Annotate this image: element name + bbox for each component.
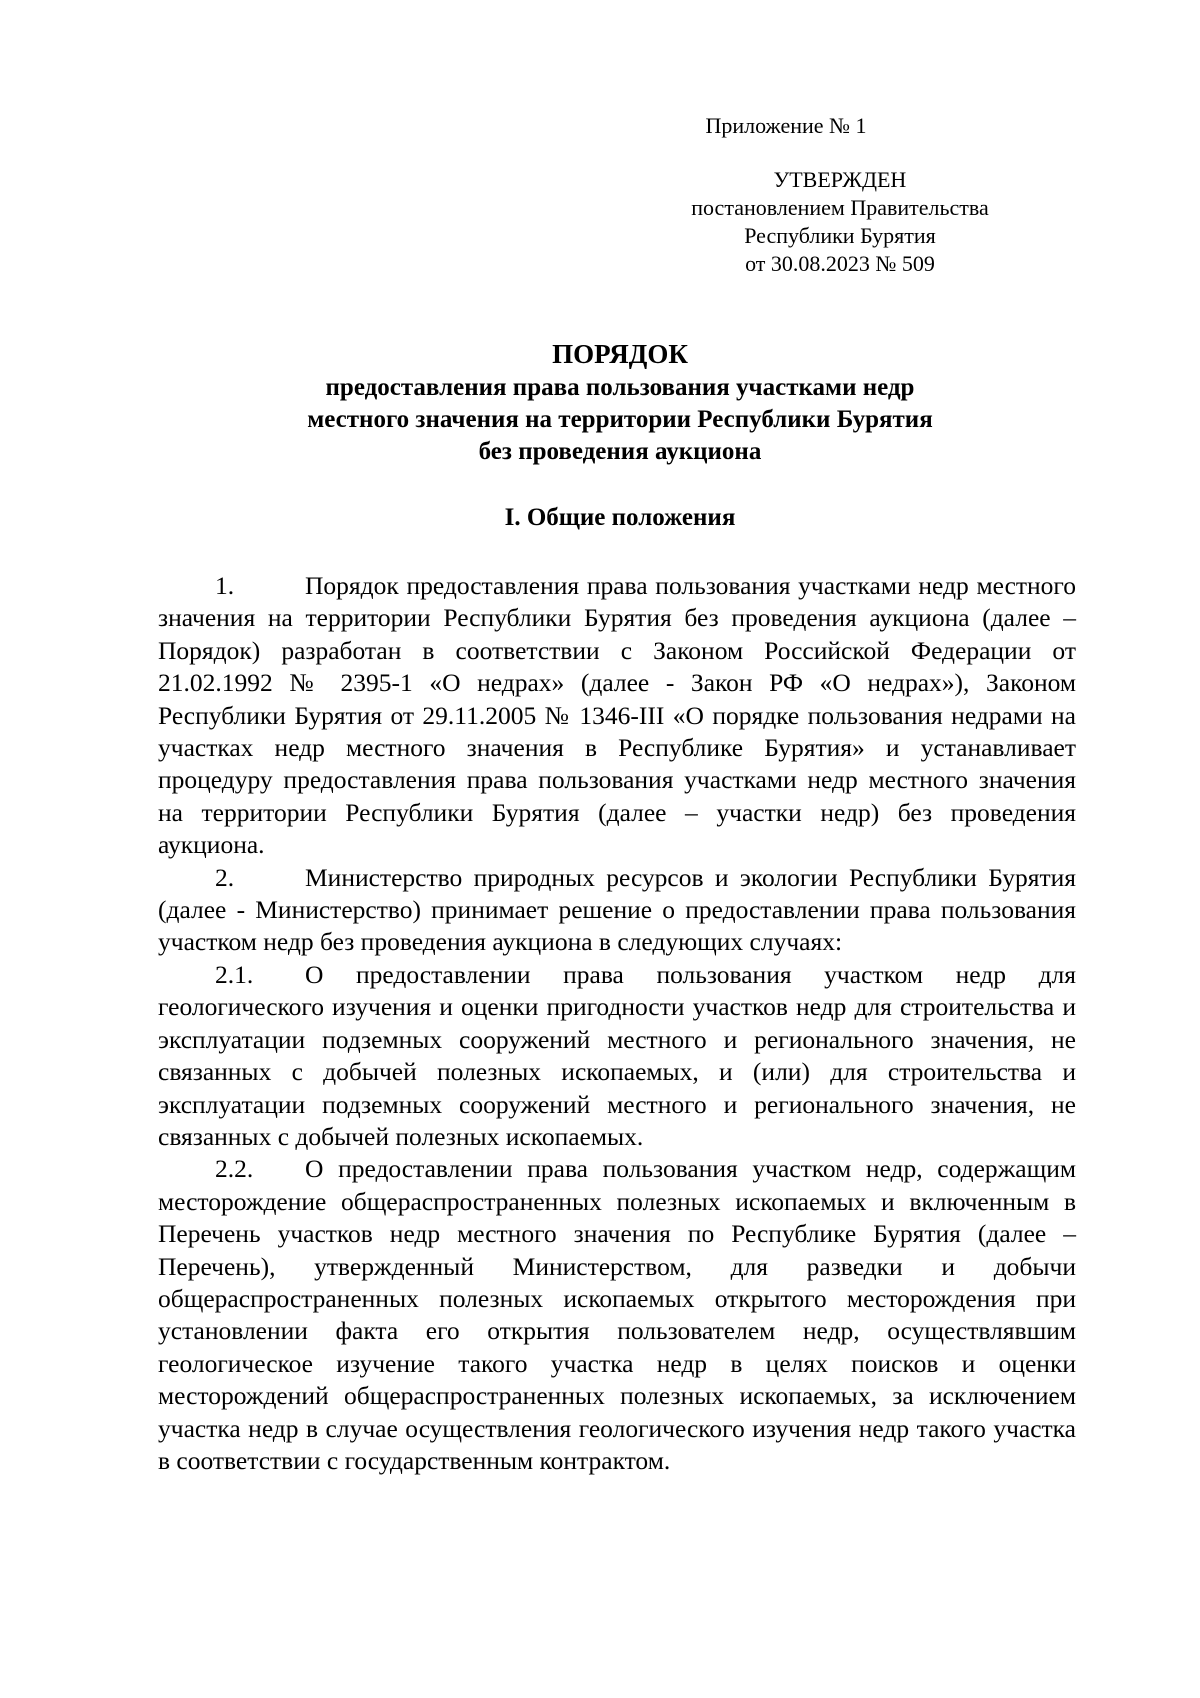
approved-label: УТВЕРЖДЕН <box>773 167 907 192</box>
paragraph <box>158 862 1076 959</box>
paragraph-text: О предоставлении права пользования участком недр, содержащим месторождение общераспространенных полезных ископаемых и включенным в Перечень участков недр местного значения по Республике Бурятия (далее – Перечень), утвержденный Министерством, для разведки и добычи общераспространенных полезных ископаемых открытого месторождения при установлении факта его открытия пользователем недр, осуществлявшим геологическое изучение такого участка недр в целях поисков и оценки месторождений общераспространенных полезных ископаемых, за исключением участка недр в случае осуществления геологического изучения недр такого участка в соответствии с государственным контрактом. <box>158 1154 1076 1475</box>
approved-by-line1: постановлением Правительства <box>691 195 989 220</box>
section-heading: I. Общие положения <box>504 504 736 531</box>
title-line-3: без проведения аукциона <box>478 438 762 465</box>
annex-number: Приложение № 1 <box>705 113 867 138</box>
paragraph <box>158 570 1076 862</box>
title-line-1: предоставления права пользования участками недр <box>325 374 915 401</box>
paragraph-text: О предоставлении права пользования участком недр для геологического изучения и оценки пригодности участков недр для строительства и эксплуатации подземных сооружений местного и регионального значения, не связанных с добычей полезных ископаемых, и (или) для строительства и эксплуатации подземных сооружений местного и регионального значения, не связанных с добычей полезных ископаемых. <box>158 959 1076 1151</box>
paragraph-number: 2.1. <box>215 959 254 989</box>
title-main: ПОРЯДОК <box>552 339 688 369</box>
paragraph <box>158 959 1076 1153</box>
document-title <box>160 338 1080 468</box>
approval-stamp-block <box>660 112 1020 278</box>
paragraph-number: 1. <box>215 571 235 600</box>
paragraph-number: 2.2. <box>215 1154 254 1184</box>
approved-by-line2: Республики Бурятия <box>744 223 936 248</box>
document-body <box>158 570 1076 1477</box>
title-line-2: местного значения на территории Республики Бурятия <box>307 406 933 433</box>
paragraph-number: 2. <box>215 862 235 892</box>
paragraph <box>158 1153 1076 1477</box>
paragraph-text: Порядок предоставления права пользования участками недр местного значения на территории Республики Бурятия без проведения аукциона (далее – Порядок) разработан в соответствии с Законом Российской Федерации от 21.02.1992 № 2395-1 «О недрах» (далее - Закон РФ «О недрах»), Законом Республики Бурятия от 29.11.2005 № 1346-III «О порядке пользования недрами на участках недр местного значения в Республике Бурятия» и устанавливает процедуру предоставления права пользования участками недр местного значения на территории Республики Бурятия (далее – участки недр) без проведения аукциона. <box>158 571 1076 860</box>
approval-date-line: от 30.08.2023 № 509 <box>745 251 935 276</box>
paragraph-text: Министерство природных ресурсов и экологии Республики Бурятия (далее - Министерство) принимает решение о предоставлении права пользования участком недр без проведения аукциона в следующих случаях: <box>158 862 1076 957</box>
